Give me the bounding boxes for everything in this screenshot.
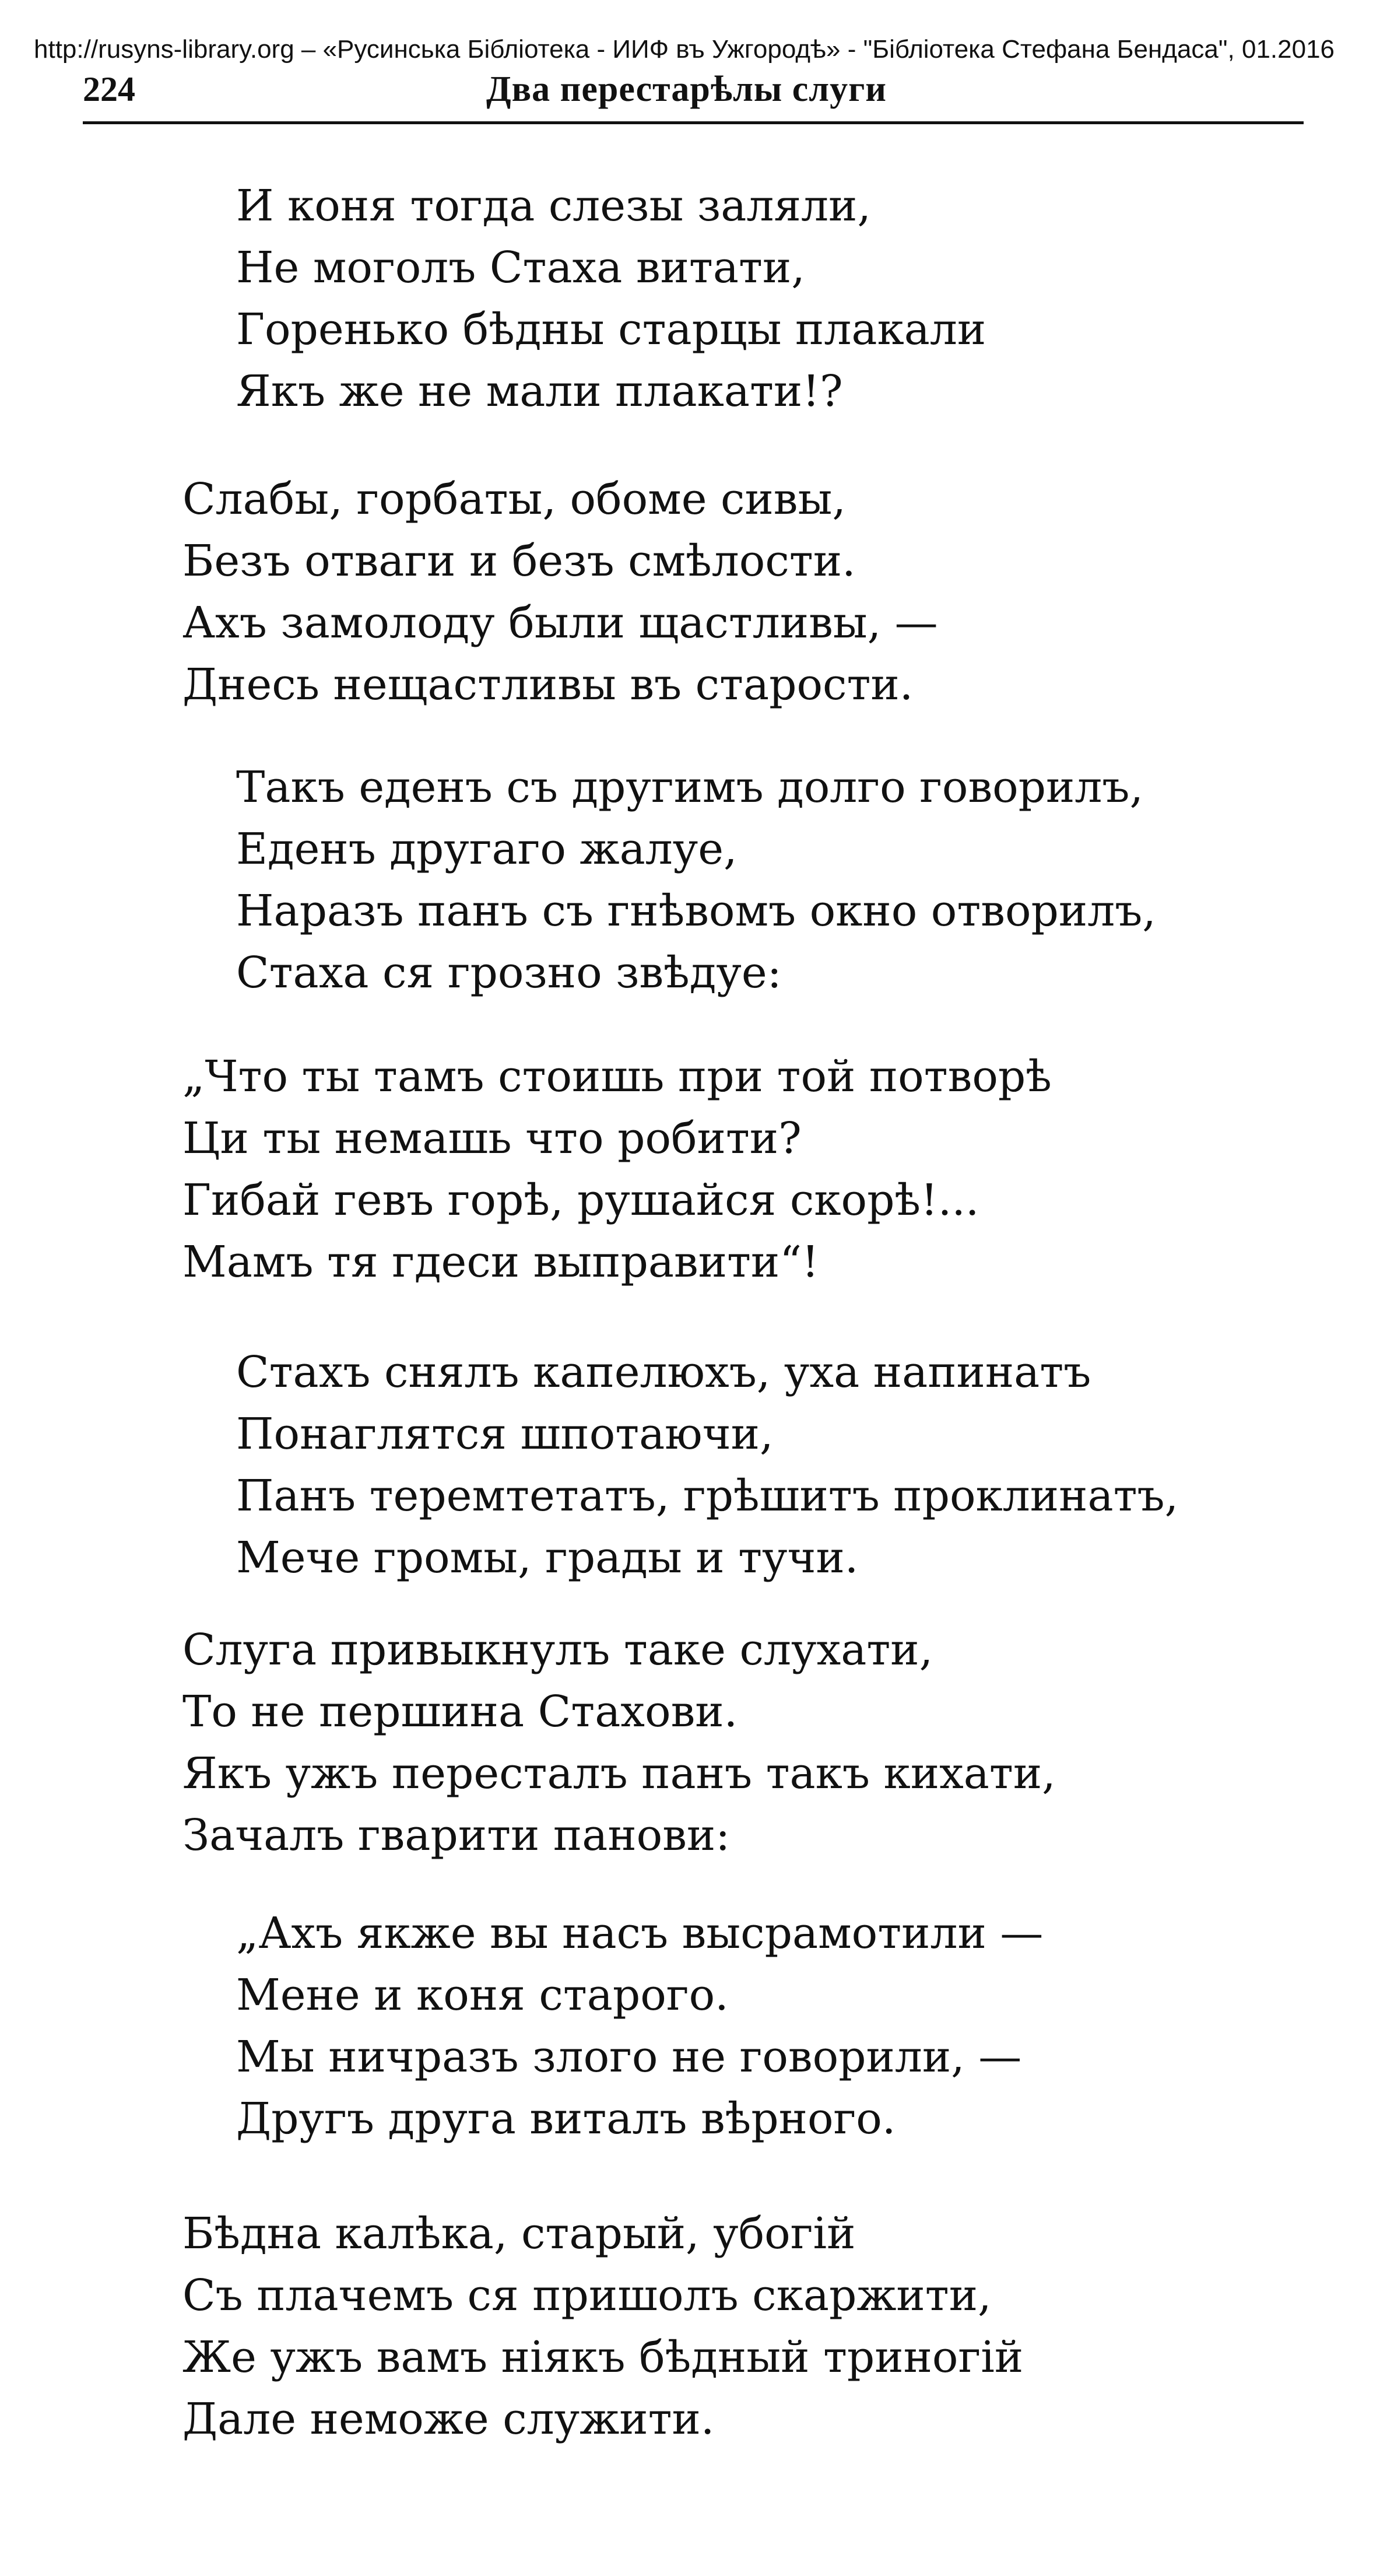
poem-line: Ци ты немашь что робити?: [182, 1113, 802, 1163]
stanza-6: [182, 1619, 1056, 1866]
poem-line: Зачалъ гварити панови:: [182, 1810, 731, 1860]
poem-line: Слабы, горбаты, обоме сивы,: [182, 474, 846, 524]
poem-line: Ахъ замолоду были щастливы, —: [182, 598, 938, 648]
poem-line: Мы ничразъ злого не говорили, —: [236, 2032, 1022, 2082]
poem-line: Гибай гевъ горѣ, рушайся скорѣ!...: [182, 1175, 979, 1225]
stanza-2: [182, 468, 938, 716]
poem-line: Бѣдна калѣка, старый, убогій: [182, 2209, 856, 2259]
stanza-5: [236, 1341, 1178, 1589]
poem-line: Панъ теремтетатъ, грѣшитъ проклинатъ,: [236, 1471, 1179, 1521]
poem-line: Мече громы, грады и тучи.: [236, 1533, 859, 1583]
stanza-3: [236, 756, 1156, 1004]
running-title: Два перестарѣлы слуги: [486, 69, 887, 109]
poem-line: То не першина Стахови.: [182, 1687, 738, 1737]
stanza-1: [236, 175, 986, 422]
poem-line: Понаглятся шпотаючи,: [236, 1409, 774, 1459]
poem-line: Другъ друга виталъ вѣрного.: [236, 2094, 896, 2144]
poem-line: „Что ты тамъ стоишь при той потворѣ: [182, 1052, 1052, 1102]
poem-line: Дале неможе служити.: [182, 2394, 715, 2444]
stanza-8: [182, 2203, 1023, 2450]
poem-line: Не моголъ Стаха витати,: [236, 243, 805, 293]
poem-line: Съ плачемъ ся пришолъ скаржити,: [182, 2270, 992, 2321]
stanza-7: [236, 1902, 1043, 2150]
poem-line: Днесь нещастливы въ старости.: [182, 660, 914, 710]
poem-line: И коня тогда слезы заляли,: [236, 181, 871, 231]
page-number: 224: [83, 70, 135, 108]
poem-line: Такъ еденъ съ другимъ долго говорилъ,: [236, 762, 1143, 812]
poem-line: „Ахъ якже вы насъ высрамотили —: [236, 1908, 1044, 1958]
poem-line: Стаха ся грозно звѣдуе:: [236, 948, 782, 998]
stanza-4: [182, 1046, 1052, 1293]
source-attribution: http://rusyns-library.org – «Русинська Бібліотека - ИИФ въ Ужгородѣ» - "Бібліотека Стефана Бендаса", 01.2016: [34, 35, 1335, 64]
poem-line: Еденъ другаго жалуе,: [236, 824, 738, 874]
poem-line: Же ужъ вамъ ніякъ бѣдный триногій: [182, 2332, 1024, 2382]
poem-line: Слуга привыкнулъ таке слухати,: [182, 1625, 933, 1675]
poem-line: Наразъ панъ съ гнѣвомъ окно отворилъ,: [236, 886, 1156, 936]
poem-line: Горенько бѣдны старцы плакали: [236, 304, 986, 355]
poem-line: Безъ отваги и безъ смѣлости.: [182, 536, 856, 586]
poem-line: Якъ ужъ пересталъ панъ такъ кихати,: [182, 1748, 1056, 1799]
poem-line: Мамъ тя гдеси выправити“!: [182, 1237, 819, 1287]
poem-line: Якъ же не мали плакати!?: [236, 366, 843, 416]
poem-line: Стахъ снялъ капелюхъ, уха напинатъ: [236, 1347, 1091, 1397]
poem-line: Мене и коня старого.: [236, 1970, 729, 2020]
